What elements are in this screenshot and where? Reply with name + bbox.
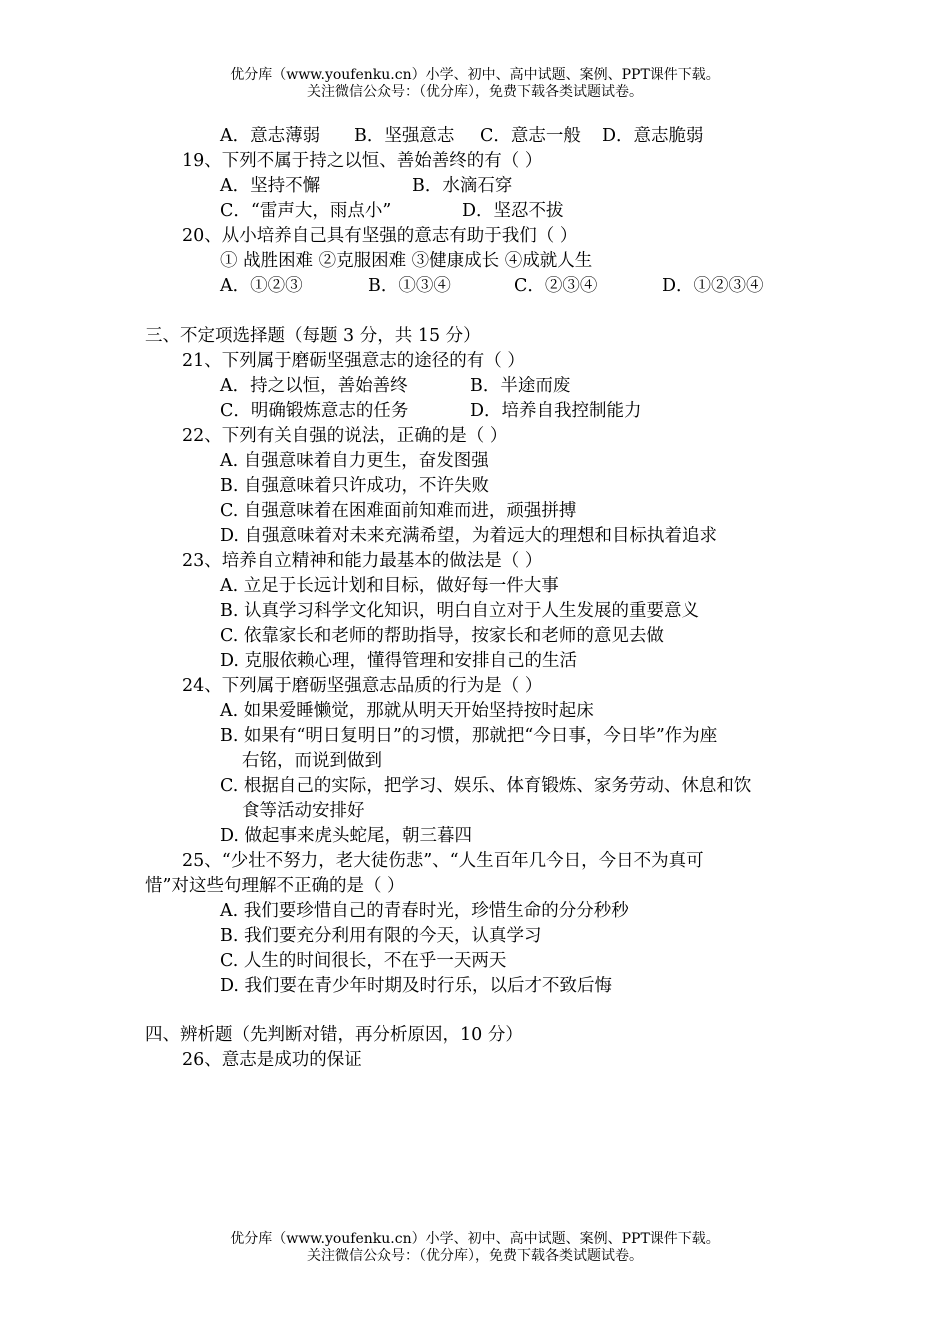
q19-option-b: B．水滴石穿 bbox=[412, 176, 513, 196]
q19-option-d: D．坚忍不拔 bbox=[462, 201, 564, 221]
q24-option-b-line-2: 右铭，而说到做到 bbox=[242, 751, 382, 771]
q24-option-b-line-1: B. 如果有“明日复明日”的习惯，那就把“今日事，今日毕”作为座 bbox=[220, 726, 718, 746]
q25-option-b: B. 我们要充分利用有限的今天，认真学习 bbox=[220, 926, 542, 946]
q24-option-c-line-1: C. 根据自己的实际，把学习、娱乐、体育锻炼、家务劳动、休息和饮 bbox=[220, 776, 752, 796]
q24-option-c-line-2: 食等活动安排好 bbox=[242, 801, 365, 821]
q23-option-b: B. 认真学习科学文化知识，明白自立对于人生发展的重要意义 bbox=[220, 601, 699, 621]
q23-option-d: D. 克服依赖心理，懂得管理和安排自己的生活 bbox=[220, 651, 578, 671]
q25-option-a: A. 我们要珍惜自己的青春时光，珍惜生命的分分秒秒 bbox=[220, 901, 629, 921]
q23-option-c: C. 依靠家长和老师的帮助指导，按家长和老师的意见去做 bbox=[220, 626, 664, 646]
q19-option-a: A．坚持不懈 bbox=[220, 176, 321, 196]
q19-options-ab bbox=[220, 174, 512, 199]
q22-option-b: B. 自强意味着只许成功，不许失败 bbox=[220, 476, 489, 496]
q19-options-cd bbox=[220, 199, 564, 224]
q18-option-b: B．坚强意志 bbox=[354, 126, 455, 146]
q21-options-cd bbox=[220, 399, 642, 424]
q24-option-a: A. 如果爱睡懒觉，那就从明天开始坚持按时起床 bbox=[220, 701, 594, 721]
q19-stem: 19、下列不属于持之以恒、善始善终的有（ ） bbox=[182, 151, 543, 171]
page-header bbox=[0, 67, 950, 101]
q21-options-ab bbox=[220, 374, 570, 399]
q24-option-d: D. 做起事来虎头蛇尾，朝三暮四 bbox=[220, 826, 473, 846]
q23-stem: 23、培养自立精神和能力最基本的做法是（ ） bbox=[182, 551, 543, 571]
q26-stem: 26、意志是成功的保证 bbox=[182, 1050, 362, 1070]
q23-option-a: A. 立足于长远计划和目标，做好每一件大事 bbox=[220, 576, 559, 596]
q21-stem: 21、下列属于磨砺坚强意志的途径的有（ ） bbox=[182, 351, 525, 371]
q24-stem: 24、下列属于磨砺坚强意志品质的行为是（ ） bbox=[182, 676, 543, 696]
q25-option-c: C. 人生的时间很长，不在乎一天两天 bbox=[220, 951, 507, 971]
q20-option-a: A．①②③ bbox=[220, 276, 303, 296]
q18-option-c: C．意志一般 bbox=[480, 126, 581, 146]
header-line-1: 优分库（www.youfenku.cn）小学、初中、高中试题、案例、PPT课件下载。 bbox=[230, 67, 720, 83]
q25-stem-line-2: 惜”对这些句理解不正确的是（ ） bbox=[145, 876, 405, 896]
q22-option-d: D. 自强意味着对未来充满希望，为着远大的理想和目标执着追求 bbox=[220, 526, 718, 546]
page-footer bbox=[0, 1231, 950, 1265]
q18-option-d: D．意志脆弱 bbox=[602, 126, 704, 146]
q22-option-c: C. 自强意味着在困难面前知难而进，顽强拼搏 bbox=[220, 501, 577, 521]
q21-option-a: A．持之以恒，善始善终 bbox=[220, 376, 408, 396]
section-4-title: 四、辨析题（先判断对错，再分析原因，10 分） bbox=[145, 1025, 523, 1045]
footer-line-2: 关注微信公众号：（优分库），免费下载各类试题试卷。 bbox=[307, 1248, 643, 1264]
q21-option-b: B．半途而废 bbox=[470, 376, 571, 396]
q20-stem: 20、从小培养自己具有坚强的意志有助于我们（ ） bbox=[182, 226, 578, 246]
q22-stem: 22、下列有关自强的说法，正确的是（ ） bbox=[182, 426, 508, 446]
q25-option-d: D. 我们要在青少年时期及时行乐，以后才不致后悔 bbox=[220, 976, 613, 996]
q18-option-a: A．意志薄弱 bbox=[220, 126, 321, 146]
q20-items: ① 战胜困难 ②克服困难 ③健康成长 ④成就人生 bbox=[220, 251, 593, 271]
q25-stem-line-1: 25、“少壮不努力，老大徒伤悲”、“人生百年几今日，今日不为真可 bbox=[182, 851, 704, 871]
q18-options bbox=[220, 124, 704, 149]
header-line-2: 关注微信公众号：（优分库），免费下载各类试题试卷。 bbox=[307, 84, 643, 100]
q19-option-c: C．“雷声大，雨点小” bbox=[220, 201, 392, 221]
q20-option-d: D．①②③④ bbox=[662, 276, 764, 296]
section-3-title: 三、不定项选择题（每题 3 分，共 15 分） bbox=[145, 326, 481, 346]
q20-option-c: C．②③④ bbox=[514, 276, 598, 296]
footer-line-1: 优分库（www.youfenku.cn）小学、初中、高中试题、案例、PPT课件下载。 bbox=[230, 1231, 720, 1247]
q21-option-c: C．明确锻炼意志的任务 bbox=[220, 401, 409, 421]
q22-option-a: A. 自强意味着自力更生，奋发图强 bbox=[220, 451, 489, 471]
q21-option-d: D．培养自我控制能力 bbox=[470, 401, 642, 421]
q20-options bbox=[220, 274, 764, 299]
q20-option-b: B．①③④ bbox=[368, 276, 451, 296]
